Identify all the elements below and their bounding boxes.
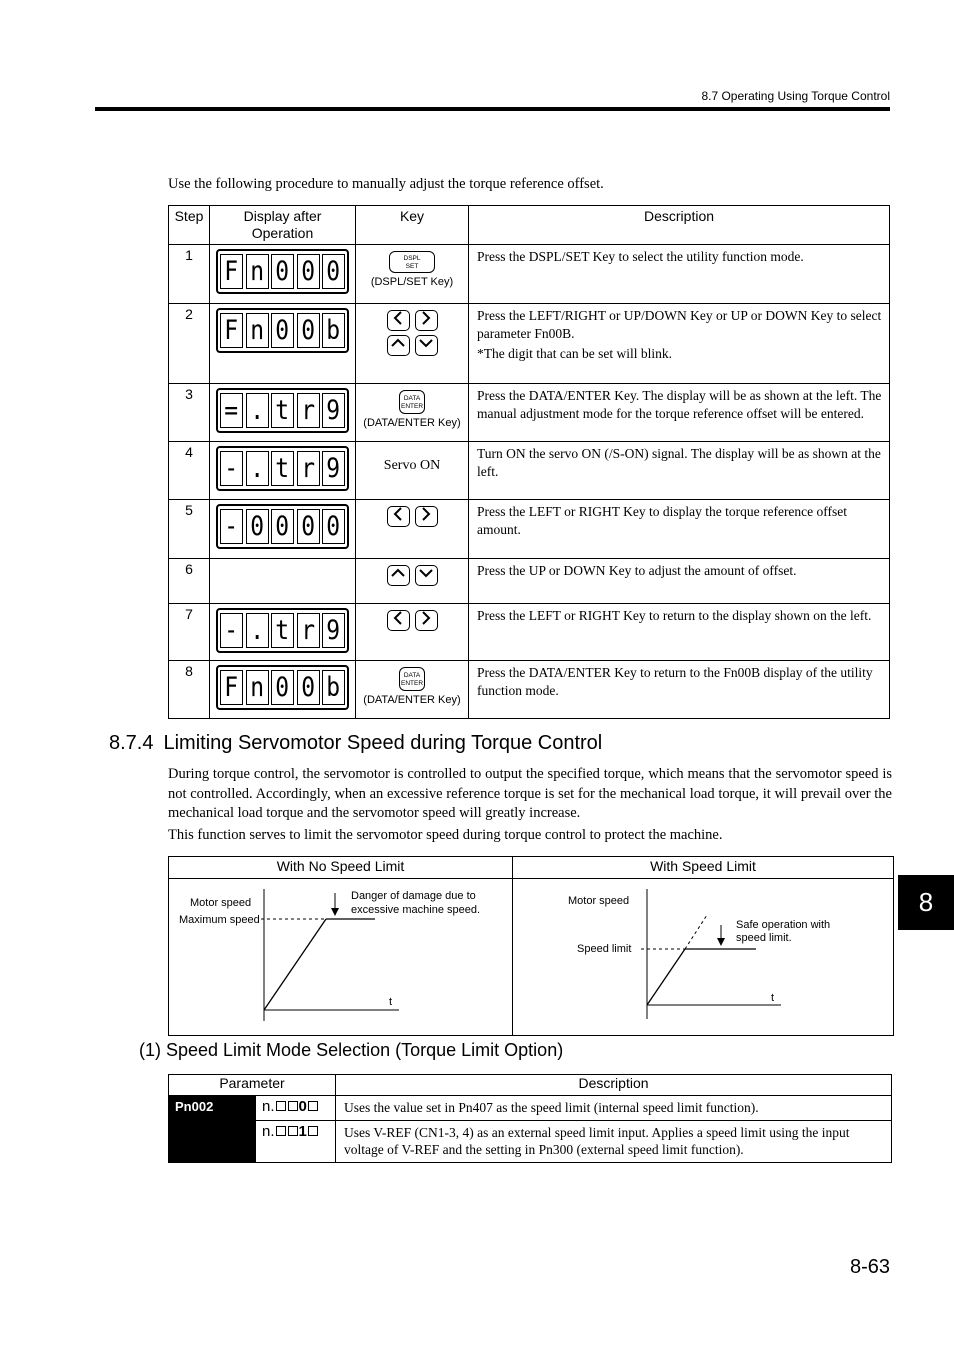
subsection-heading: (1) Speed Limit Mode Selection (Torque Limit Option) — [139, 1040, 564, 1060]
no-limit-speed-diagram — [169, 879, 512, 1035]
right-arrow-icon — [420, 611, 432, 630]
param-description: Uses the value set in Pn407 as the speed limit (internal speed limit function). — [336, 1096, 892, 1121]
parameter-table — [168, 1074, 892, 1163]
up-key[interactable] — [387, 565, 410, 586]
step-description-line: Press the LEFT or RIGHT Key to display the torque reference offset amount. — [477, 504, 848, 537]
display-digit: F — [220, 670, 243, 705]
display-digit: 0 — [297, 670, 320, 705]
header-display — [210, 206, 356, 245]
right-key[interactable] — [415, 310, 438, 331]
display-digit: - — [220, 509, 243, 544]
key-cell — [356, 384, 469, 442]
param-prefix: n. — [262, 1122, 275, 1140]
operator-display — [216, 446, 349, 491]
step-description-line: *The digit that can be set will blink. — [477, 346, 672, 361]
display-cell — [210, 245, 356, 304]
header-parameter: Parameter — [169, 1075, 336, 1096]
header-step: Step — [169, 206, 210, 245]
up-arrow-icon — [391, 337, 405, 354]
display-digit: 9 — [322, 613, 345, 648]
display-digit: F — [220, 254, 243, 289]
chapter-tab: 8 — [898, 875, 954, 930]
param-value-cell — [256, 1120, 336, 1162]
description-cell — [469, 661, 890, 719]
placeholder-digit-box — [276, 1101, 286, 1111]
operator-display — [216, 308, 349, 353]
step-number: 1 — [169, 245, 210, 304]
step-number: 7 — [169, 604, 210, 661]
up-key[interactable] — [387, 335, 410, 356]
key-cell — [356, 559, 469, 604]
unlimited-speed-dashed-line — [685, 915, 707, 949]
step-description-line: Press the LEFT/RIGHT or UP/DOWN Key or UP or DOWN Key to select parameter Fn00B. — [477, 308, 882, 341]
key-bottom-label: ENTER — [400, 402, 424, 410]
left-key[interactable] — [387, 610, 410, 631]
display-digit: n — [246, 254, 269, 289]
section-title: Limiting Servomotor Speed during Torque Control — [163, 732, 603, 754]
up-arrow-icon — [391, 567, 405, 584]
step-number: 4 — [169, 442, 210, 500]
display-digit: r — [297, 613, 320, 648]
procedure-row — [169, 442, 890, 500]
placeholder-digit-box — [308, 1101, 318, 1111]
display-digit: 9 — [322, 393, 345, 428]
display-digit: . — [246, 451, 269, 486]
step-number: 2 — [169, 304, 210, 384]
data-enter-key[interactable] — [399, 390, 425, 414]
param-header-row — [169, 1075, 892, 1096]
procedure-header-row — [169, 206, 890, 245]
description-cell — [469, 442, 890, 500]
header-display-text: Display after Operation — [243, 208, 322, 241]
speed-ramp-line — [647, 949, 685, 1005]
page-number: 8-63 — [849, 1256, 890, 1278]
key-top-label: DATA — [403, 672, 421, 679]
display-digit: b — [322, 313, 345, 348]
down-arrow-icon — [419, 337, 433, 354]
intro-text: Use the following procedure to manually adjust the torque reference offset. — [168, 176, 604, 192]
key-top-label: DATA — [403, 395, 421, 402]
param-name: Pn002 — [175, 1099, 214, 1114]
down-arrow-icon — [419, 567, 433, 584]
param-name-cell — [169, 1096, 256, 1163]
with-limit-speed-diagram — [513, 879, 893, 1035]
speed-limit-comparison-table — [168, 856, 894, 1036]
procedure-row — [169, 500, 890, 559]
key-top-label: DSPL — [403, 255, 421, 262]
danger-note-line1: Danger of damage due to — [351, 890, 476, 902]
safe-note-line2: speed limit. — [736, 932, 792, 944]
key-caption: (DATA/ENTER Key) — [363, 694, 461, 706]
description-cell — [469, 559, 890, 604]
param-value-cell — [256, 1096, 336, 1121]
header-description: Description — [469, 206, 890, 245]
right-arrow-icon — [420, 311, 432, 330]
display-digit: t — [271, 393, 294, 428]
left-arrow-icon — [392, 611, 404, 630]
header-description: Description — [336, 1075, 892, 1096]
display-digit: t — [271, 613, 294, 648]
danger-note-line2: excessive machine speed. — [351, 904, 481, 916]
display-cell — [210, 661, 356, 719]
max-speed-label: Maximum speed — [179, 914, 260, 926]
key-bottom-label: ENTER — [400, 679, 424, 687]
key-cell — [356, 604, 469, 661]
running-header: 8.7 Operating Using Torque Control — [701, 89, 890, 103]
display-cell — [210, 559, 356, 604]
display-digit: r — [297, 393, 320, 428]
display-digit: F — [220, 313, 243, 348]
left-key[interactable] — [387, 310, 410, 331]
speed-table-header-row — [169, 857, 894, 879]
step-description-line: Press the DSPL/SET Key to select the utility function mode. — [477, 249, 804, 264]
placeholder-digit-box — [288, 1126, 298, 1136]
down-key[interactable] — [415, 565, 438, 586]
header-no-speed-limit: With No Speed Limit — [169, 857, 513, 879]
dspl-set-key[interactable] — [389, 251, 435, 273]
procedure-row — [169, 604, 890, 661]
right-arrow-icon — [420, 507, 432, 526]
note-arrow-icon — [331, 908, 339, 916]
time-axis-label: t — [771, 992, 775, 1004]
section-heading-874 — [109, 732, 602, 755]
param-prefix: n. — [262, 1098, 275, 1115]
procedure-row — [169, 245, 890, 304]
description-cell — [469, 500, 890, 559]
placeholder-digit-box — [308, 1126, 318, 1136]
procedure-row — [169, 559, 890, 604]
key-caption: (DSPL/SET Key) — [370, 276, 454, 288]
procedure-row — [169, 661, 890, 719]
key-caption: (DATA/ENTER Key) — [363, 417, 461, 429]
display-digit: 0 — [297, 509, 320, 544]
display-digit: 0 — [297, 254, 320, 289]
with-limit-diagram-cell — [513, 879, 894, 1036]
header-with-speed-limit: With Speed Limit — [513, 857, 894, 879]
operator-display — [216, 665, 349, 710]
note-arrow-icon — [717, 938, 725, 946]
display-digit: 0 — [322, 254, 345, 289]
key-cell — [356, 442, 469, 500]
y-axis-label: Motor speed — [190, 897, 252, 909]
param-digit: 0 — [298, 1098, 307, 1115]
key-cell — [356, 304, 469, 384]
display-cell — [210, 384, 356, 442]
display-digit: n — [246, 313, 269, 348]
operator-display — [216, 249, 349, 294]
step-description-line: Turn ON the servo ON (/S-ON) signal. The display will be as shown at the left. — [477, 446, 881, 479]
time-axis-label: t — [389, 996, 393, 1008]
step-description-line: Press the DATA/ENTER Key. The display will be as shown at the left. The manual adjustment mode for the torque reference offset will be entered. — [477, 388, 882, 421]
right-key[interactable] — [415, 610, 438, 631]
step-number: 8 — [169, 661, 210, 719]
placeholder-digit-box — [288, 1101, 298, 1111]
param-digit: 1 — [298, 1122, 307, 1140]
key-cell — [356, 661, 469, 719]
display-digit: n — [246, 670, 269, 705]
arrow-keys — [387, 310, 438, 356]
header-key: Key — [356, 206, 469, 245]
display-digit: 0 — [246, 509, 269, 544]
description-cell — [469, 604, 890, 661]
description-cell — [469, 304, 890, 384]
safe-note-line1: Safe operation with — [736, 919, 831, 931]
step-number: 3 — [169, 384, 210, 442]
body-paragraph-2: This function serves to limit the servomotor speed during torque control to protect the machine. — [168, 827, 723, 843]
display-digit: . — [246, 393, 269, 428]
step-description-line: Press the UP or DOWN Key to adjust the amount of offset. — [477, 563, 797, 578]
display-cell — [210, 442, 356, 500]
arrow-keys — [387, 565, 438, 586]
operator-display — [216, 388, 349, 433]
display-digit: 0 — [271, 670, 294, 705]
param-row-0 — [169, 1096, 892, 1121]
procedure-row — [169, 384, 890, 442]
operator-display — [216, 608, 349, 653]
section-number: 8.7.4 — [109, 732, 154, 754]
procedure-table — [168, 205, 890, 719]
key-bottom-label: SET — [405, 262, 419, 270]
display-cell — [210, 304, 356, 384]
arrow-keys — [387, 506, 438, 527]
placeholder-digit-box — [276, 1126, 286, 1136]
display-digit: 0 — [297, 313, 320, 348]
display-digit: 0 — [322, 509, 345, 544]
display-digit: r — [297, 451, 320, 486]
speed-ramp-line — [264, 919, 326, 1010]
left-arrow-icon — [392, 311, 404, 330]
left-arrow-icon — [392, 507, 404, 526]
display-digit: 0 — [271, 509, 294, 544]
display-cell — [210, 500, 356, 559]
step-description-line: Press the LEFT or RIGHT Key to return to the display shown on the left. — [477, 608, 872, 623]
right-key[interactable] — [415, 506, 438, 527]
display-digit: t — [271, 451, 294, 486]
display-digit: 0 — [271, 254, 294, 289]
left-key[interactable] — [387, 506, 410, 527]
header-rule — [95, 107, 890, 111]
param-description: Uses V-REF (CN1-3, 4) as an external speed limit input. Applies a speed limit using the input voltage of V-REF and the setting in Pn300 (external speed limit function). — [336, 1120, 892, 1162]
speed-limit-label: Speed limit — [577, 943, 632, 955]
description-cell — [469, 384, 890, 442]
operator-display — [216, 504, 349, 549]
speed-table-diagram-row — [169, 879, 894, 1036]
display-digit: 9 — [322, 451, 345, 486]
display-digit: . — [246, 613, 269, 648]
display-digit: - — [220, 613, 243, 648]
step-description-line: Press the DATA/ENTER Key to return to the Fn00B display of the utility function mode. — [477, 665, 873, 698]
body-paragraph-1: During torque control, the servomotor is controlled to output the specified torque, which means that the servomotor speed is not controlled. Accordingly, when an excessive reference torque is set for the mechanical load torque, it will prevail over the mechanical load torque and the servomotor speed will greatly increase. — [168, 766, 892, 821]
no-limit-diagram-cell — [169, 879, 513, 1036]
servo-on-text: Servo ON — [383, 458, 441, 473]
y-axis-label: Motor speed — [568, 895, 630, 907]
key-cell — [356, 500, 469, 559]
arrow-keys — [387, 610, 438, 631]
down-key[interactable] — [415, 335, 438, 356]
display-digit: - — [220, 451, 243, 486]
display-cell — [210, 604, 356, 661]
display-digit: 0 — [271, 313, 294, 348]
display-digit: = — [220, 393, 243, 428]
step-number: 6 — [169, 559, 210, 604]
description-cell — [469, 245, 890, 304]
data-enter-key[interactable] — [399, 667, 425, 691]
param-row-1 — [169, 1120, 892, 1162]
procedure-row — [169, 304, 890, 384]
key-cell — [356, 245, 469, 304]
display-digit: b — [322, 670, 345, 705]
step-number: 5 — [169, 500, 210, 559]
